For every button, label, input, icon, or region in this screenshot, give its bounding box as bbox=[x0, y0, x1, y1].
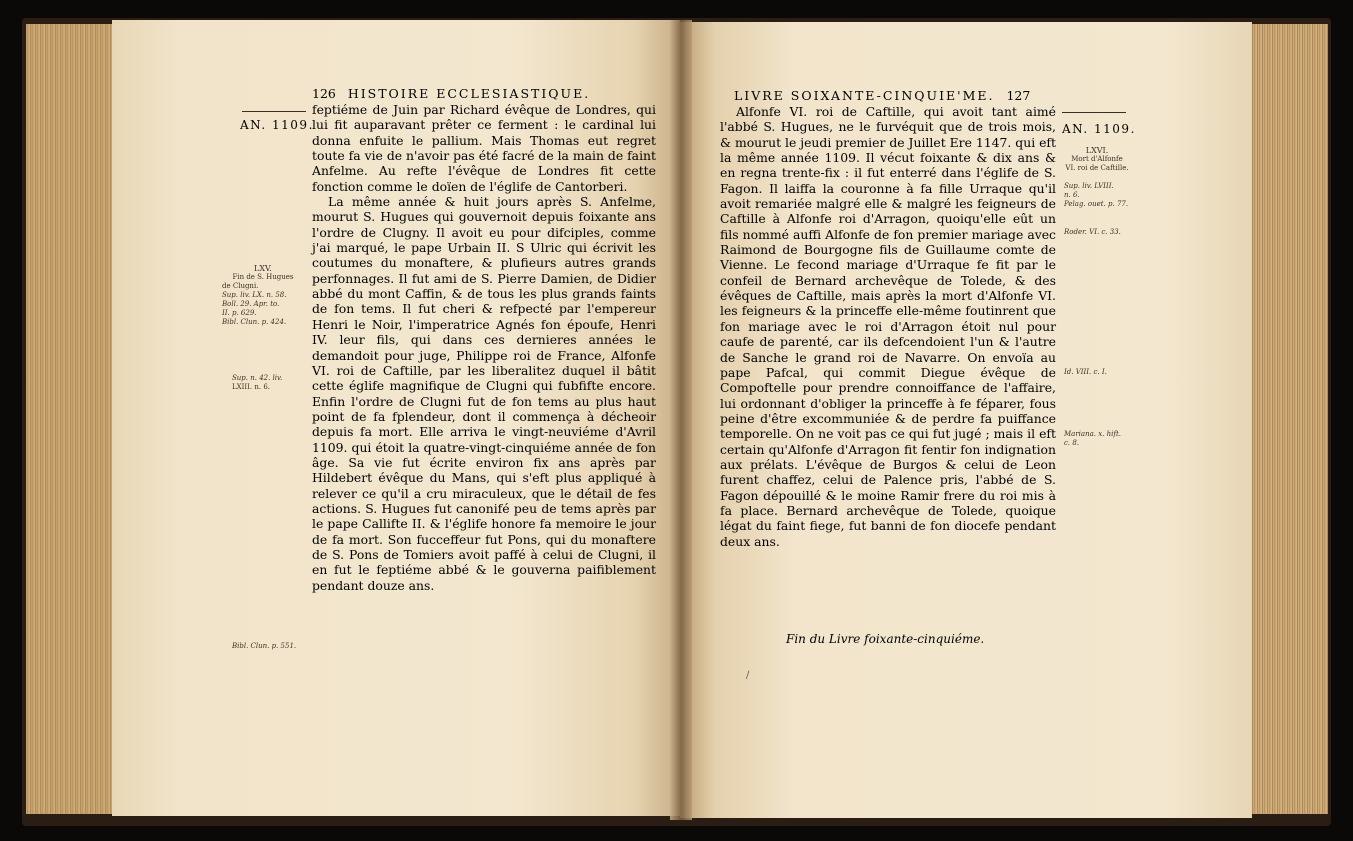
left-paragraph-2: La même année & huit jours après S. Anfelme, mourut S. Hugues qui gouvernoit depuis foixante ans l'ordre de Clugny. Il avoit eu pour difciples, comme j'ai marqué, le pape Urbain II. S Ulric qui écrivit les coutumes du monaftere, & plufieurs autres grands perfonnages. Il fut ami de S. Pierre Damien, de Didier abbé du mont Caffin, & de tous les plus grands faints de fon tems. Il fut cheri & refpecté par l'empereur Henri le Noir, l'imperatrice Agnés fon époufe, Henri IV. leur fils, qui dans ces dernieres années le demandoit pour juge, Philippe roi de France, Alfonfe VI. roi de Caftille, par les liberalitez duquel il bâtit cette églife magnifique de Clugni qui fubfifte encore. Enfin l'ordre de Clugni fut de fon tems au plus haut point de fa fplendeur, dont il commença à décheoir depuis fa mort. Elle arriva le vingt-neuviéme d'Avril 1109. qui étoit la quatre-vingt-cinquiéme année de fon âge. Sa vie fut écrite environ fix ans après par Hildebert évêque du Mans, qui s'eft plus appliqué à relever ce qu'il a cru miraculeux, que le détail de fes actions. S. Hugues fut canonifé peu de tems après par le pape Callifte II. & l'églife honore fa memoire le jour de fa mort. Son fucceffeur fut Pons, qui du monaftere de S. Pons de Tomiers avoit paffé à celui de Clugni, il en fut le feptiéme abbé & le gouverna paifiblement pendant douze ans. bbox=[312, 194, 656, 593]
right-paragraph-1: Alfonfe VI. roi de Caftille, qui avoit tant aimé l'abbé S. Hugues, ne le furvéquit que de trois mois, & mourut le jeudi premier de Juillet Ere 1147. qui eft la même année 1109. Il vécut foixante & dix ans & en regna trente-fix : il fut enterré dans l'églife de S. Fagon. Il laiffa la couronne à fa fille Urraque qu'il avoit remariée malgré elle & malgré les feigneurs de Caftille à Alfonfe roi d'Arragon, quoiqu'elle eût un fils nommé auffi Alfonfe de fon premier mariage avec Raimond de Bourgogne fils de Guillaume comte de Vienne. Le fecond mariage d'Urraque fe fit par le confeil de Bernard archevêque de Tolede, & des évêques de Caftille, mais après la mort d'Alfonfe VI. les feigneurs & la princeffe elle-même foutinrent que fon mariage avec le roi d'Arragon étoit nul pour caufe de parenté, car ils defcendoient l'un & l'autre de Sanche le grand roi de Navarre. On envoïa au pape Pafcal, qui commit Diegue évêque de Compoftelle pour prendre connoiffance de l'affaire, lui ordonnant d'obliger la princeffe à fe féparer, fous peine d'être excommuniée & de perdre fa puiffance temporelle. On ne voit pas ce qui fut jugé ; mais il eft certain qu'Alfonfe d'Arragon fit fentir fon indignation aux prélats. L'évêque de Burgos & celui de Leon furent chaffez, celui de Palence pris, l'abbé de S. Fagon dépouillé & le moine Ramir frere du roi mis à fa place. Bernard archevêque de Tolede, quoique légat du faint fiege, fut banni de fon diocefe pendant deux ans. bbox=[720, 104, 1056, 549]
right-year-label: AN. 1109. bbox=[1062, 122, 1136, 136]
left-body-text bbox=[312, 102, 656, 593]
left-margin-note-1: LXV. Fin de S. Hugues de Clugni. Sup. liv. LX. n. 58. Boll. 29. Apr. to. II. p. 629. Bibl. Clun. p. 424. bbox=[222, 264, 294, 326]
right-year-rule bbox=[1062, 112, 1126, 113]
right-margin-note-2: Sup. liv. LVIII. n. 6. Pelag. ouet. p. 77. bbox=[1064, 182, 1129, 208]
right-margin-note-4: Id. VIII. c. I. bbox=[1064, 368, 1107, 376]
left-header-title: HISTOIRE ECCLESIASTIQUE. bbox=[347, 86, 591, 101]
right-margin-note-1: LXVI. Mort d'Alfonfe VI. roi de Caftille. bbox=[1065, 146, 1129, 172]
right-body-text bbox=[720, 104, 1056, 549]
left-margin-note-2: Sup. n. 42. liv. LXIII. n. 6. bbox=[232, 374, 283, 391]
left-year-label: AN. 1109. bbox=[240, 118, 314, 132]
right-page-number: 127 bbox=[1006, 88, 1031, 103]
page-edges-right bbox=[1248, 24, 1328, 814]
right-margin-note-3: Roder. VI. c. 33. bbox=[1064, 228, 1121, 236]
book-gutter bbox=[670, 20, 692, 820]
left-year-rule bbox=[242, 111, 306, 112]
pencil-mark: / bbox=[746, 670, 750, 681]
right-margin-note-5: Mariana. x. hift. c. 8. bbox=[1064, 430, 1122, 447]
page-edges-left bbox=[26, 24, 118, 814]
left-paragraph-1: feptiéme de Juin par Richard évêque de Londres, qui lui fit auparavant prêter ce ferment : le cardinal lui donna enfuite le pallium. Mais Thomas eut regret toute fa vie de n'avoir pas été facré de la main de faint Anfelme. Au refte l'évêque de Londres fit cette fonction comme le doïen de l'églife de Cantorberi. bbox=[312, 102, 656, 194]
left-running-head bbox=[312, 86, 590, 101]
right-running-head bbox=[734, 88, 1030, 103]
colophon: Fin du Livre foixante-cinquiéme. bbox=[786, 632, 985, 646]
right-header-title: LIVRE SOIXANTE-CINQUIE'ME. bbox=[734, 88, 995, 103]
left-page-number: 126 bbox=[312, 86, 336, 101]
left-margin-note-3: Bibl. Clun. p. 551. bbox=[232, 642, 297, 650]
